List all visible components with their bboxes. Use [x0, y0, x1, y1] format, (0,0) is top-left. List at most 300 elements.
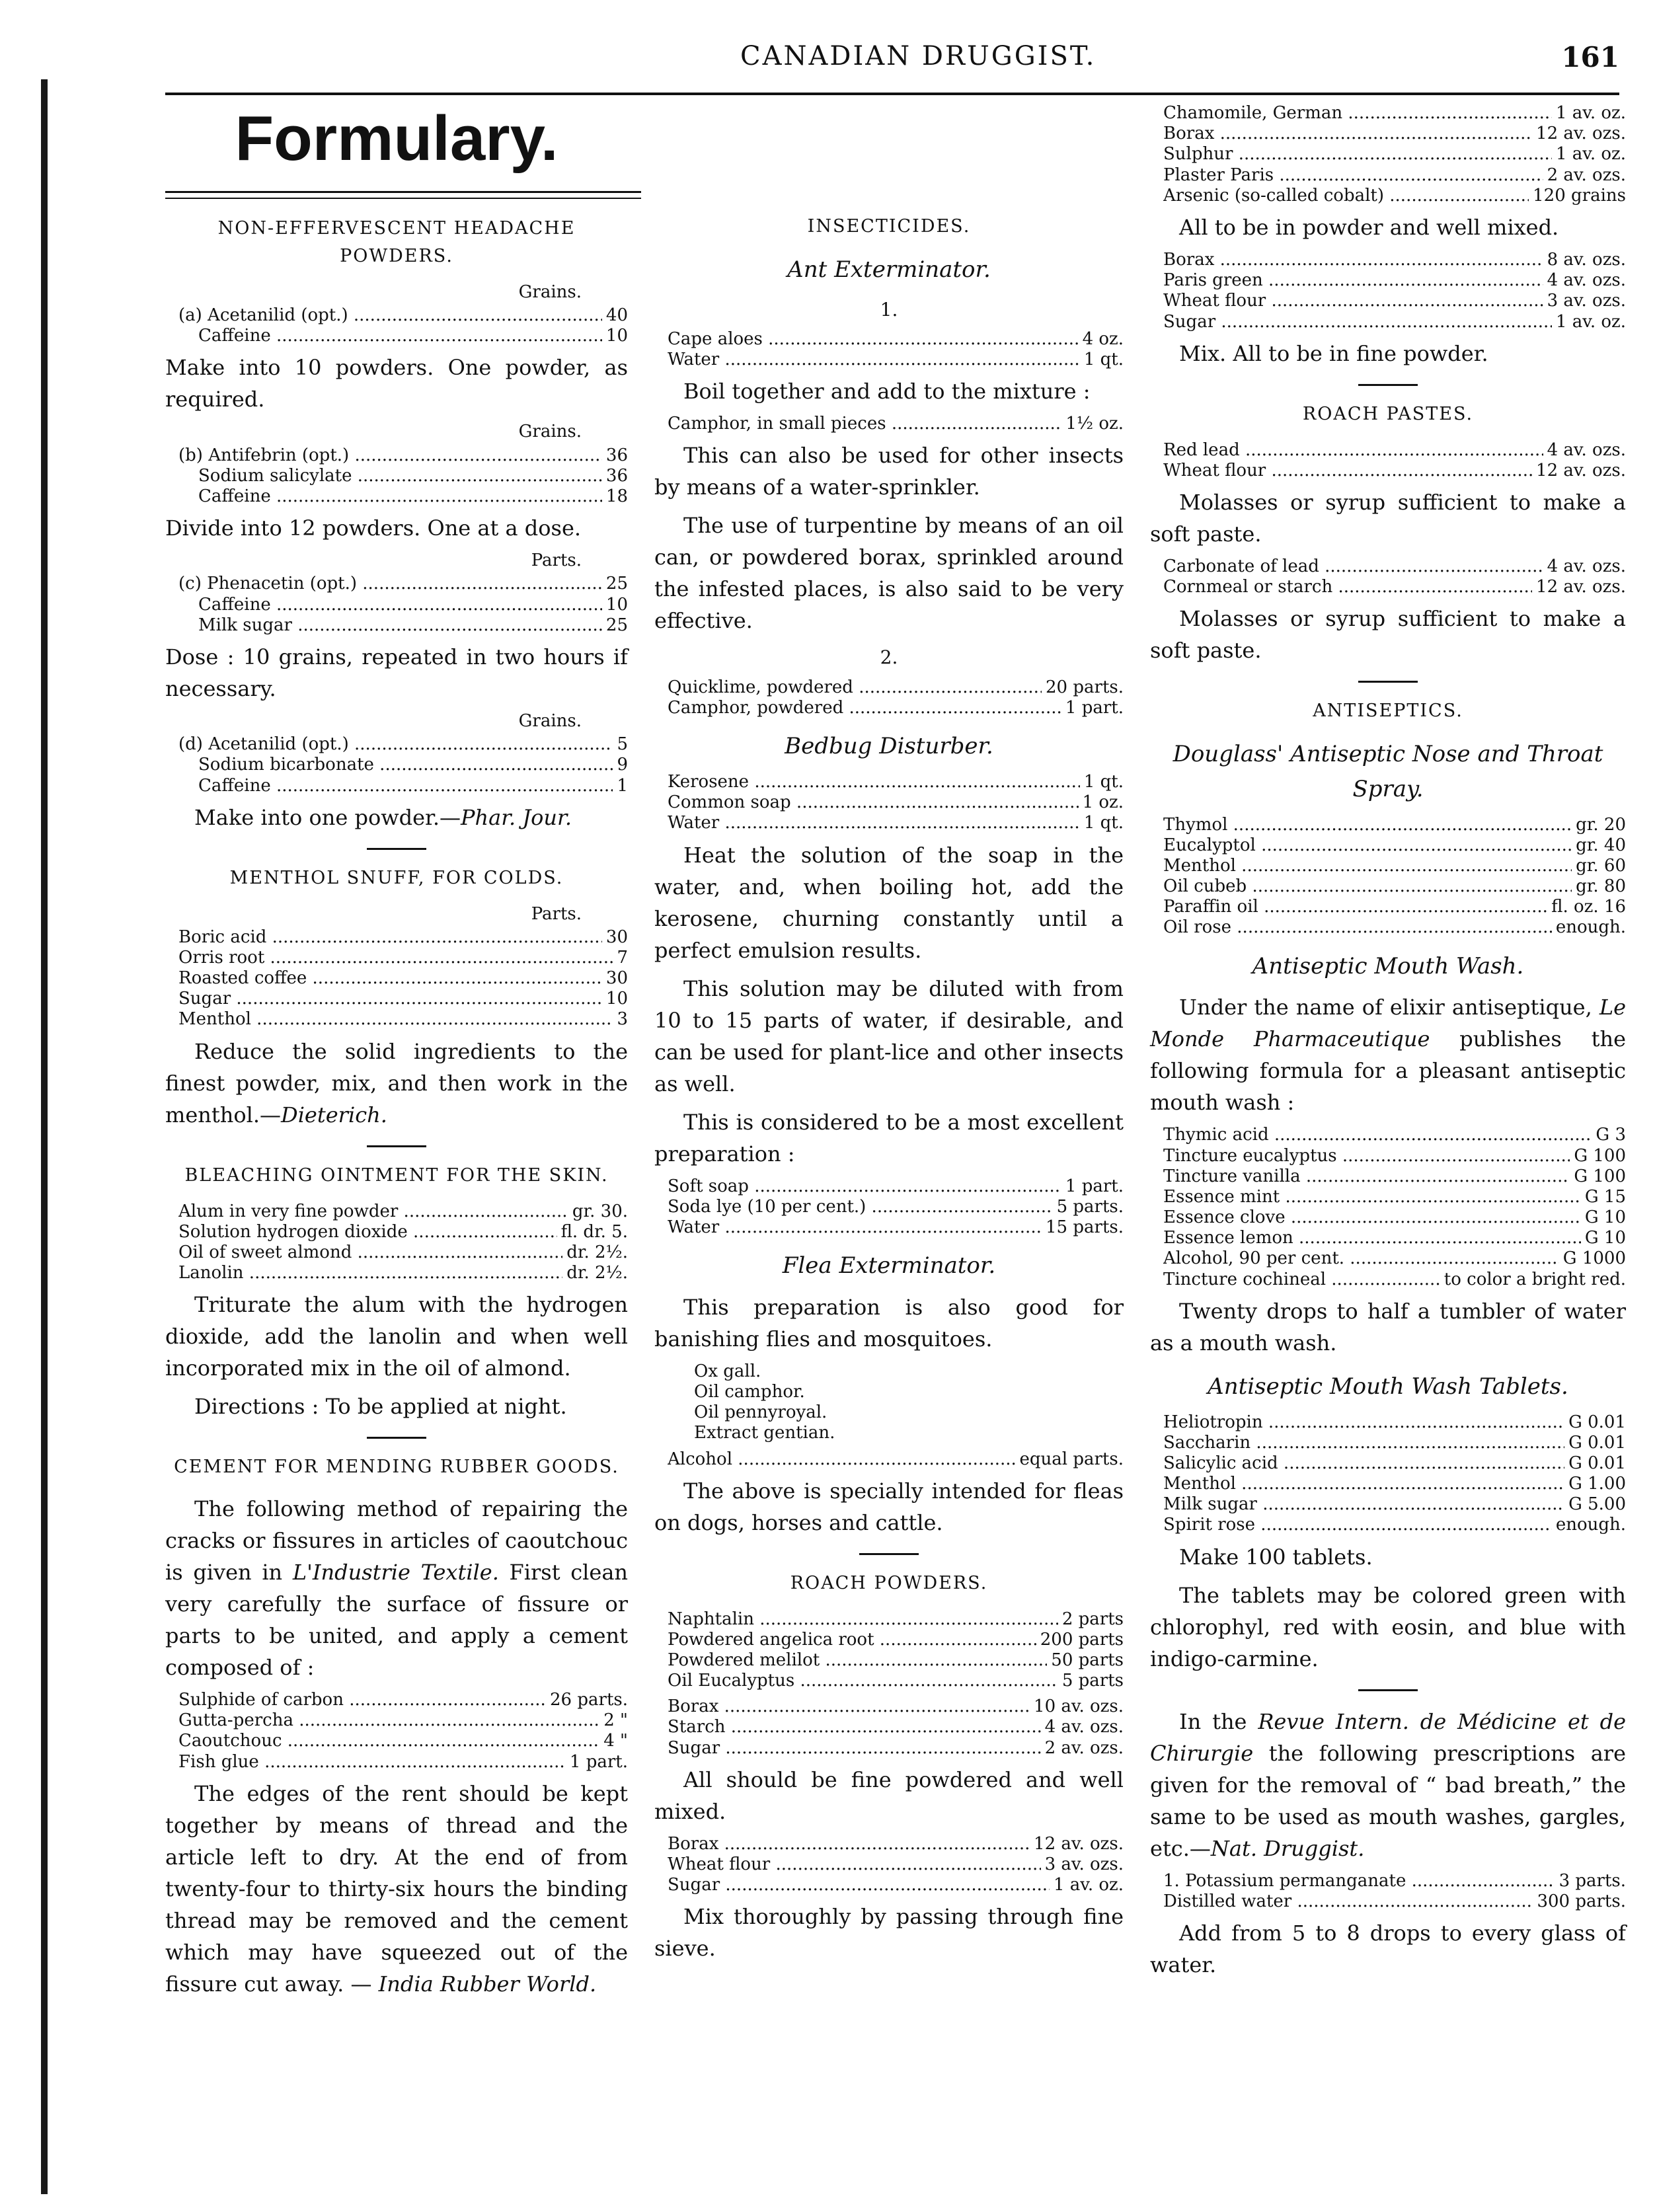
paragraph: Add from 5 to 8 drops to every glass of water. [1150, 1921, 1626, 1977]
ingredient-name: Arsenic (so-called cobalt) ..... [1163, 186, 1529, 206]
formula-line [178, 1731, 628, 1751]
ingredient-name: Thymol ..... [1163, 815, 1572, 835]
source-citation: Dieterich. [281, 1102, 387, 1127]
ingredient-quantity: enough. [1555, 917, 1626, 938]
ingredient-quantity: 4 oz. [1082, 328, 1124, 349]
ingredient-name: Sodium bicarbonate ..... [198, 755, 613, 775]
ingredient-quantity: 3 parts. [1559, 1870, 1626, 1891]
ingredient-name: Caffeine ..... [198, 776, 613, 796]
ingredient-name: Sugar ..... [1163, 312, 1552, 332]
section-divider [367, 848, 426, 850]
ingredient-quantity: 36 [605, 465, 628, 486]
formula-line [668, 1197, 1124, 1217]
ingredient-name: Wheat flour ..... [1163, 461, 1532, 481]
formula-line [1163, 1515, 1626, 1535]
ingredient-name: Carbonate of lead ..... [1163, 556, 1543, 577]
journal-title: L'Industrie Textile. [292, 1560, 499, 1585]
paragraph: Dose : 10 grains, repeated in two hours if necessary. [165, 644, 628, 701]
formula-line [1163, 897, 1626, 917]
ingredient-quantity: 3 [617, 1009, 628, 1030]
formula-line [1163, 1270, 1626, 1290]
section-divider [367, 1437, 426, 1439]
paragraph: The above is specially intended for fleas on dogs, horses and cattle. [654, 1478, 1124, 1535]
ingredient-name: Starch ..... [668, 1717, 1041, 1737]
ingredient-name: Distilled water ..... [1163, 1891, 1533, 1912]
formula-line [668, 698, 1124, 718]
ingredient-quantity: 5 parts. [1056, 1196, 1124, 1217]
ingredient-name: Eucalyptol ..... [1163, 835, 1572, 856]
paragraph: Directions : To be applied at night. [194, 1394, 567, 1420]
paragraph: Molasses or syrup sufficient to make a soft paste. [1150, 606, 1626, 664]
ingredient-name: Alum in very fine powder ..... [178, 1201, 568, 1222]
ingredient-quantity: 1 part. [1065, 1176, 1124, 1196]
ingredient-name: Gutta-percha ..... [178, 1710, 599, 1731]
ingredient-name: (c) Phenacetin (opt.) ..... [178, 574, 602, 594]
ingredient-name: Common soap ..... [668, 792, 1079, 813]
section-divider [1358, 1689, 1418, 1691]
formula [668, 1176, 1124, 1239]
paragraph: Molasses or syrup sufficient to make a soft paste. [1150, 489, 1626, 547]
paragraph: This is considered to be a most excellent preparation : [654, 1109, 1124, 1166]
formula [1163, 815, 1626, 938]
ingredient-name: Caffeine ..... [198, 326, 602, 346]
formula-line [668, 792, 1124, 813]
unit-label: Grains. [518, 422, 582, 442]
formula-line [668, 677, 1124, 698]
ingredient-quantity: 3 av. ozs. [1044, 1854, 1124, 1875]
ingredient-name: Menthol ..... [178, 1009, 613, 1030]
ingredient-list [694, 1361, 1124, 1444]
formula-line [1163, 835, 1626, 856]
ingredient-name: Wheat flour ..... [668, 1854, 1041, 1875]
paragraph: The use of turpentine by means of an oil can, or powdered borax, sprinkled around the infested places, is also said to be very effective. [654, 513, 1124, 634]
running-title: CANADIAN DRUGGIST. [740, 41, 1097, 71]
ingredient-name: Oil Eucalyptus ..... [668, 1671, 1058, 1691]
ingredient-name: Oil of sweet almond ..... [178, 1242, 562, 1263]
ingredient-name: Quicklime, powdered ..... [668, 677, 1042, 698]
formula-line [668, 772, 1124, 792]
ingredient-name: Cape aloes ..... [668, 329, 1079, 350]
ingredient-quantity: 1 oz. [1082, 792, 1124, 813]
ingredient-quantity: 1 qt. [1083, 771, 1124, 792]
ingredient-quantity: 4 av. ozs. [1547, 439, 1626, 460]
ingredient-quantity: 2 av. ozs. [1547, 165, 1626, 185]
formula-line [1163, 461, 1626, 481]
formula-line [1163, 103, 1626, 124]
ingredient-name: Essence clove ..... [1163, 1207, 1581, 1228]
section-heading: BLEACHING OINTMENT FOR THE SKIN. [184, 1164, 609, 1186]
formula-line [178, 305, 628, 326]
formula [1163, 1412, 1626, 1536]
formula-line [1163, 1412, 1626, 1433]
unit-label: Grains. [518, 710, 582, 731]
ingredient-quantity: 5 [617, 734, 628, 755]
paragraph: All to be in powder and well mixed. [1179, 214, 1559, 240]
formula [1163, 103, 1626, 206]
source-citation: Phar. Jour. [460, 804, 572, 830]
recipe-title: Antiseptic Mouth Wash Tablets. [1208, 1373, 1568, 1400]
ingredient-quantity: 8 av. ozs. [1547, 249, 1626, 270]
ingredient-quantity: 1 part. [1065, 698, 1124, 718]
source-citation: India Rubber World. [378, 1971, 597, 1997]
ingredient-name: Borax ..... [668, 1697, 1030, 1717]
formula [178, 445, 628, 508]
ingredient-quantity: 2 " [603, 1710, 628, 1731]
ingredient-name: Sugar ..... [178, 989, 602, 1009]
column-top-space [654, 100, 1124, 200]
formula-line [1163, 815, 1626, 835]
section-divider [1358, 384, 1418, 386]
formula-line [178, 1009, 628, 1030]
ingredient-quantity: 50 parts [1051, 1650, 1124, 1670]
paragraph: The following method of repairing the cracks or fissures in articles of caoutchouc is given in L'Industrie Textile. First clean very carefully the surface of fissure or parts to be united, and apply a cement composed of : [165, 1496, 628, 1681]
formula [668, 772, 1124, 834]
ingredient-quantity: 120 grains [1533, 185, 1626, 206]
formula-line [1163, 312, 1626, 332]
ingredient-name: Chamomile, German ..... [1163, 103, 1552, 124]
ingredient-quantity: 12 av. ozs. [1536, 577, 1626, 597]
formula-line [1163, 165, 1626, 186]
ingredient-quantity: 12 av. ozs. [1536, 460, 1626, 480]
ingredient-quantity: G 10 [1584, 1207, 1626, 1228]
formula-line [1163, 270, 1626, 291]
formula-line [178, 1201, 628, 1222]
ingredient-name: Alcohol ..... [668, 1449, 1016, 1470]
journal-title: Le Monde Pharmaceutique [1150, 995, 1626, 1052]
formula-line [668, 1738, 1124, 1759]
formula-line [1163, 876, 1626, 897]
formula-line [668, 813, 1124, 833]
formula-line [1163, 556, 1626, 577]
ingredient-name: Camphor, powdered ..... [668, 698, 1061, 718]
ingredient-name: Tincture eucalyptus ..... [1163, 1146, 1570, 1166]
ingredient-name: Sulphur ..... [1163, 144, 1552, 165]
ingredient-quantity: dr. 2½. [566, 1242, 628, 1262]
formula-line [1163, 440, 1626, 461]
section-heading: ROACH POWDERS. [790, 1572, 988, 1593]
ingredient-quantity: 1 av. oz. [1555, 311, 1626, 332]
ingredient-quantity: 1 [617, 775, 628, 796]
ingredient-name: Milk sugar ..... [198, 615, 602, 636]
ingredient-name: Sugar ..... [668, 1875, 1050, 1895]
formula-line [178, 734, 628, 755]
formula-line [1163, 1453, 1626, 1474]
ingredient-quantity: 4 av. ozs. [1547, 556, 1626, 576]
formula-line [178, 989, 628, 1009]
ingredient-quantity: gr. 80 [1576, 876, 1626, 897]
formula-line [178, 1263, 628, 1283]
paragraph: Twenty drops to half a tumbler of water as a mouth wash. [1150, 1298, 1626, 1355]
paragraph: This preparation is also good for banishing flies and mosquitoes. [654, 1294, 1124, 1352]
ingredient-quantity: 1 av. oz. [1555, 103, 1626, 123]
ingredient-quantity: 1 qt. [1083, 350, 1124, 370]
ingredient-quantity: gr. 60 [1576, 855, 1626, 876]
ingredient-name: Powdered melilot ..... [668, 1650, 1047, 1671]
formula-line [178, 445, 628, 466]
ingredient-quantity: G 0.01 [1568, 1432, 1626, 1453]
formula-line [1163, 1871, 1626, 1891]
page-number: 161 [1561, 41, 1619, 73]
header-rule [165, 93, 1619, 95]
ingredient-name: Salicylic acid ..... [1163, 1453, 1564, 1474]
ingredient: Oil camphor. [694, 1381, 805, 1402]
formula-line [1163, 1207, 1626, 1228]
ingredient-name: Water ..... [668, 350, 1080, 370]
ingredient-quantity: 30 [605, 968, 628, 989]
section-heading: MENTHOL SNUFF, FOR COLDS. [229, 867, 564, 888]
recipe-title: Ant Exterminator. [787, 256, 991, 283]
ingredient-quantity: 300 parts. [1537, 1891, 1626, 1911]
formula-line [1163, 124, 1626, 144]
formula-line [668, 1630, 1124, 1650]
formula-line [668, 1717, 1124, 1737]
formula-line [1163, 1891, 1626, 1912]
ingredient-name: Wheat flour ..... [1163, 291, 1543, 311]
ingredient-name: Menthol ..... [1163, 856, 1572, 876]
ingredient-name: Heliotropin ..... [1163, 1412, 1564, 1433]
title-rule [165, 191, 641, 199]
ingredient-quantity: 1 av. oz. [1053, 1875, 1124, 1895]
unit-label: Grains. [518, 282, 582, 302]
formula-line [668, 1650, 1124, 1671]
ingredient-name: Boric acid ..... [178, 927, 602, 948]
ingredient-quantity: 36 [605, 445, 628, 465]
formula [1163, 1125, 1626, 1290]
ingredient-name: Kerosene ..... [668, 772, 1080, 792]
formula-line [668, 1609, 1124, 1630]
formula-line [668, 1834, 1124, 1854]
formula-line [1163, 577, 1626, 597]
formula [668, 1697, 1124, 1759]
unit-label: Parts. [531, 903, 582, 924]
ingredient-name: Oil cubeb ..... [1163, 876, 1572, 897]
ingredient-quantity: 10 [605, 326, 628, 346]
formula-line [1163, 917, 1626, 938]
formula-line [668, 1697, 1124, 1717]
formula-line [178, 1222, 628, 1242]
ingredient-quantity: 2 av. ozs. [1044, 1737, 1124, 1758]
ingredient-name: Thymic acid ..... [1163, 1125, 1592, 1145]
ingredient-quantity: 12 av. ozs. [1034, 1833, 1124, 1854]
ingredient-name: Tincture vanilla ..... [1163, 1166, 1570, 1187]
ingredient-name: (d) Acetanilid (opt.) ..... [178, 734, 613, 755]
section-heading: ANTISEPTICS. [1313, 701, 1463, 722]
formula [178, 734, 628, 796]
formula-line [178, 595, 628, 615]
formula [668, 414, 1124, 434]
ingredient-name: Paris green ..... [1163, 270, 1543, 291]
ingredient-quantity: 4 av. ozs. [1044, 1717, 1124, 1737]
formula-line [178, 776, 628, 796]
ingredient-quantity: to color a bright red. [1443, 1269, 1626, 1289]
ingredient-name: Naphtalin ..... [668, 1609, 1058, 1630]
section-heading: ROACH PASTES. [1302, 403, 1474, 424]
ingredient-name: Solution hydrogen dioxide ..... [178, 1222, 557, 1242]
ingredient-quantity: 5 parts [1061, 1671, 1124, 1691]
ingredient-quantity: 1 av. oz. [1555, 144, 1626, 165]
ingredient-name: Oil rose ..... [1163, 917, 1552, 938]
paragraph: This can also be used for other insects by means of a water-sprinkler. [654, 443, 1124, 500]
formula [1163, 440, 1626, 481]
paragraph: The tablets may be colored green with chlorophyl, red with eosin, and blue with indigo-carmine. [1150, 1582, 1626, 1671]
formula-line [178, 326, 628, 346]
formula-line [1163, 1494, 1626, 1515]
ingredient-name: Paraffin oil ..... [1163, 897, 1547, 917]
ingredient-quantity: 9 [617, 755, 628, 775]
formula-line [178, 927, 628, 948]
paragraph: Mix. All to be in fine powder. [1179, 340, 1488, 366]
formula [1163, 1871, 1626, 1912]
ingredient-quantity: equal parts. [1019, 1449, 1124, 1469]
unit-label: Parts. [531, 551, 582, 571]
column-1 [165, 100, 628, 2006]
paragraph: Boil together and add to the mixture : [683, 379, 1091, 404]
paragraph: Reduce the solid ingredients to the finest powder, mix, and then work in the menthol.—Dieterich. [165, 1038, 628, 1127]
formula-line [1163, 1433, 1626, 1453]
paragraph: This solution may be diluted with from 10 to 15 parts of water, if desirable, and can be used for plant-lice and other insects as well. [654, 975, 1124, 1096]
section-heading: NON-EFFERVESCENT HEADACHE POWDERS. [217, 218, 576, 267]
ingredient-name: Water ..... [668, 813, 1080, 833]
formula-line [1163, 1248, 1626, 1269]
formula [668, 1449, 1124, 1470]
ingredient-name: Roasted coffee ..... [178, 968, 602, 989]
ingredient-name: Red lead ..... [1163, 440, 1543, 461]
formula-line [1163, 144, 1626, 165]
formula-line [178, 574, 628, 594]
ingredient-quantity: fl. dr. 5. [560, 1221, 628, 1242]
ingredient-name: Alcohol, 90 per cent. ..... [1163, 1248, 1559, 1269]
ingredient-quantity: 40 [605, 305, 628, 326]
ingredient-quantity: G 0.01 [1568, 1412, 1626, 1432]
running-header [165, 41, 1619, 81]
ingredient-name: Caffeine ..... [198, 486, 602, 507]
paragraph: The edges of the rent should be kept together by means of thread and the article left to dry. At the end of from twenty-four to thirty-six hours the binding thread may be removed and the cement which may have squeezed out of the fissure cut away. — India Rubber World. [165, 1780, 628, 1997]
ingredient-name: Soft soap ..... [668, 1176, 1061, 1197]
recipe-number: 2. [880, 646, 898, 669]
paragraph: Divide into 12 powders. One at a dose. [165, 515, 582, 541]
ingredient-quantity: 4 av. ozs. [1547, 270, 1626, 291]
formula-line [1163, 1146, 1626, 1166]
formula-line [668, 329, 1124, 350]
ingredient: Ox gall. [694, 1361, 761, 1381]
ingredient-name: Sulphide of carbon ..... [178, 1690, 546, 1710]
recipe-title: Bedbug Disturber. [785, 733, 993, 760]
ingredient-quantity: G 0.01 [1568, 1453, 1626, 1473]
formula-line [668, 1217, 1124, 1238]
formula [178, 305, 628, 346]
paragraph: In the Revue Intern. de Médicine et de Chirurgie the following prescriptions are given for the removal of “ bad breath,” the same to be used as mouth washes, gargles, etc.—Nat. Druggist. [1150, 1708, 1626, 1861]
formula-line [178, 615, 628, 636]
section-divider [1358, 681, 1418, 683]
ingredient-quantity: 25 [605, 574, 628, 594]
ingredient-quantity: 26 parts. [550, 1690, 628, 1710]
ingredient-quantity: G 5.00 [1568, 1494, 1626, 1515]
ingredient-name: Soda lye (10 per cent.) ..... [668, 1197, 1053, 1217]
formula-line [178, 948, 628, 968]
formula-line [668, 350, 1124, 370]
ingredient-name: Fish glue ..... [178, 1752, 566, 1773]
formula-line [178, 1690, 628, 1710]
ingredient-quantity: 1 part. [569, 1751, 628, 1772]
ingredient-name: Essence lemon ..... [1163, 1228, 1581, 1248]
journal-title: Revue Intern. de Médicine et de Chirurgie [1150, 1708, 1626, 1766]
ingredient-name: (a) Acetanilid (opt.) ..... [178, 305, 602, 326]
paragraph: Heat the solution of the soap in the water, and, when boiling hot, add the kerosene, churning constantly until a perfect emulsion results. [654, 842, 1124, 963]
formula-line [668, 1671, 1124, 1691]
column-3 [1150, 100, 1626, 1987]
ingredient-name: Borax ..... [1163, 124, 1532, 144]
source-citation: Nat. Druggist. [1210, 1835, 1365, 1861]
section-divider [367, 1145, 426, 1147]
ingredient-name: Milk sugar ..... [1163, 1494, 1564, 1515]
formula-line [1163, 1187, 1626, 1207]
ingredient-name: Cornmeal or starch ..... [1163, 577, 1532, 597]
ingredient-name: Caffeine ..... [198, 595, 602, 615]
ingredient-quantity: dr. 2½. [566, 1263, 628, 1283]
paragraph: Triturate the alum with the hydrogen dioxide, add the lanolin and when well incorporated mix in the oil of almond. [165, 1292, 628, 1381]
ingredient-quantity: 25 [605, 615, 628, 635]
section-divider [859, 1553, 919, 1555]
ingredient-name: Sodium salicylate ..... [198, 466, 602, 486]
paragraph: Make 100 tablets. [1179, 1544, 1373, 1570]
formula-line [668, 1176, 1124, 1197]
section-heading: INSECTICIDES. [807, 216, 971, 237]
ingredient-name: Tincture cochineal ..... [1163, 1270, 1440, 1290]
formula [178, 574, 628, 636]
formula [668, 329, 1124, 370]
paragraph: Make into one powder.—Phar. Jour. [194, 804, 572, 830]
ingredient-quantity: G 1000 [1562, 1248, 1626, 1269]
formula-line [178, 466, 628, 486]
formula [178, 1690, 628, 1773]
formula [1163, 556, 1626, 597]
ingredient-quantity: 12 av. ozs. [1536, 124, 1626, 144]
ingredient-name: Plaster Paris ..... [1163, 165, 1543, 186]
paragraph: Under the name of elixir antiseptique, Le Monde Pharmaceutique publishes the following formula for a pleasant antiseptic mouth wash : [1150, 995, 1627, 1116]
ingredient-quantity: G 100 [1574, 1145, 1626, 1166]
formula-line [1163, 1125, 1626, 1145]
formula [178, 927, 628, 1030]
formula-line [1163, 291, 1626, 311]
ingredient-name: Orris root ..... [178, 948, 613, 968]
ingredient-quantity: G 10 [1584, 1228, 1626, 1248]
ingredient-name: Water ..... [668, 1217, 1042, 1238]
formula [668, 1834, 1124, 1896]
ingredient-quantity: 10 [605, 594, 628, 615]
paragraph: Mix thoroughly by passing through fine sieve. [654, 1904, 1124, 1962]
ingredient-name: 1. Potassium permanganate ..... [1163, 1871, 1555, 1891]
ingredient-name: Lanolin ..... [178, 1263, 562, 1283]
recipe-title: Antiseptic Mouth Wash. [1252, 952, 1524, 979]
ingredient: Oil pennyroyal. [694, 1402, 828, 1423]
formula-line [668, 1449, 1124, 1470]
formula-line [178, 486, 628, 507]
formula-line [668, 414, 1124, 434]
recipe-title: Flea Exterminator. [782, 1252, 996, 1279]
ingredient-quantity: G 15 [1584, 1186, 1626, 1207]
formula-line [1163, 1474, 1626, 1494]
ingredient-quantity: 3 av. ozs. [1547, 291, 1626, 311]
ingredient-quantity: gr. 30. [572, 1201, 628, 1221]
formula-line [178, 1242, 628, 1263]
formula-line [178, 968, 628, 989]
ingredient-quantity: fl. oz. 16 [1551, 897, 1626, 917]
formula-line [668, 1854, 1124, 1875]
ingredient-quantity: 15 parts. [1046, 1217, 1124, 1237]
ingredient-name: Menthol ..... [1163, 1474, 1564, 1494]
ingredient-quantity: G 100 [1574, 1166, 1626, 1186]
ingredient-quantity: 2 parts [1061, 1609, 1124, 1629]
